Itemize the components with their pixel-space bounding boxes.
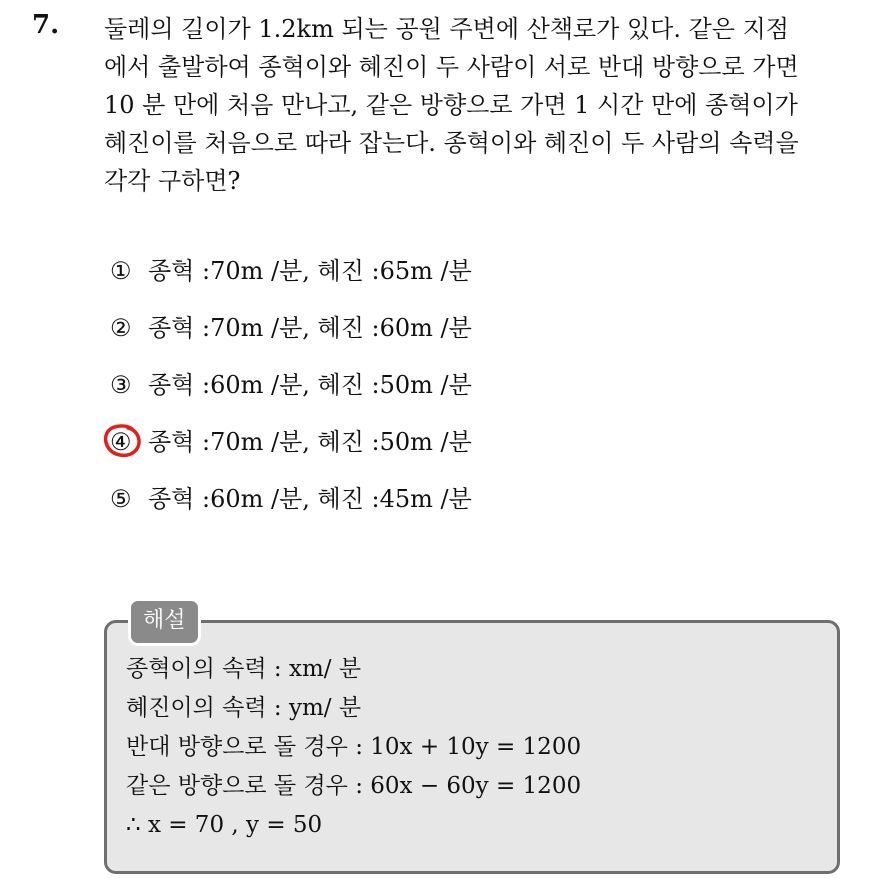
choice-3[interactable] <box>110 366 472 423</box>
choice-text: 종혁 :60m /분, 혜진 :50m /분 <box>148 371 472 399</box>
question-stem <box>104 10 864 200</box>
choice-text: 종혁 :70m /분, 혜진 :65m /분 <box>148 257 472 285</box>
choice-number: ⑤ <box>110 485 132 513</box>
choice-number: ② <box>110 314 132 342</box>
choice-1[interactable] <box>110 252 472 309</box>
answer-choices <box>110 252 472 537</box>
stem-line: 둘레의 길이가 1.2km 되는 공원 주변에 산책로가 있다. 같은 지점 <box>104 15 789 43</box>
solution-line: ∴ x = 70 , y = 50 <box>126 812 323 838</box>
choice-text: 종혁 :70m /분, 혜진 :50m /분 <box>148 428 472 456</box>
solution-lines <box>126 650 581 845</box>
stem-line: 각각 구하면? <box>104 167 241 195</box>
choice-number: ③ <box>110 371 132 399</box>
stem-line: 에서 출발하여 종혁이와 혜진이 두 사람이 서로 반대 방향으로 가면 <box>104 53 799 81</box>
solution-line: 종혁이의 속력 : xm/ 분 <box>126 656 362 682</box>
solution-line: 혜진이의 속력 : ym/ 분 <box>126 695 362 721</box>
stem-line: 10 분 만에 처음 만나고, 같은 방향으로 가면 1 시간 만에 종혁이가 <box>104 91 798 119</box>
choice-5[interactable] <box>110 480 472 537</box>
choice-number: ① <box>110 257 132 285</box>
stem-line: 혜진이를 처음으로 따라 잡는다. 종혁이와 혜진이 두 사람의 속력을 <box>104 129 799 157</box>
choice-4[interactable] <box>110 423 472 480</box>
question-number: 7. <box>32 10 60 40</box>
solution-line: 반대 방향으로 돌 경우 : 10x + 10y = 1200 <box>126 734 582 760</box>
choice-number: ④ <box>110 428 132 456</box>
solution-line: 같은 방향으로 돌 경우 : 60x − 60y = 1200 <box>126 773 582 799</box>
choice-2[interactable] <box>110 309 472 366</box>
solution-tag: 해설 <box>128 598 201 646</box>
choice-text: 종혁 :60m /분, 혜진 :45m /분 <box>148 485 472 513</box>
choice-text: 종혁 :70m /분, 혜진 :60m /분 <box>148 314 472 342</box>
